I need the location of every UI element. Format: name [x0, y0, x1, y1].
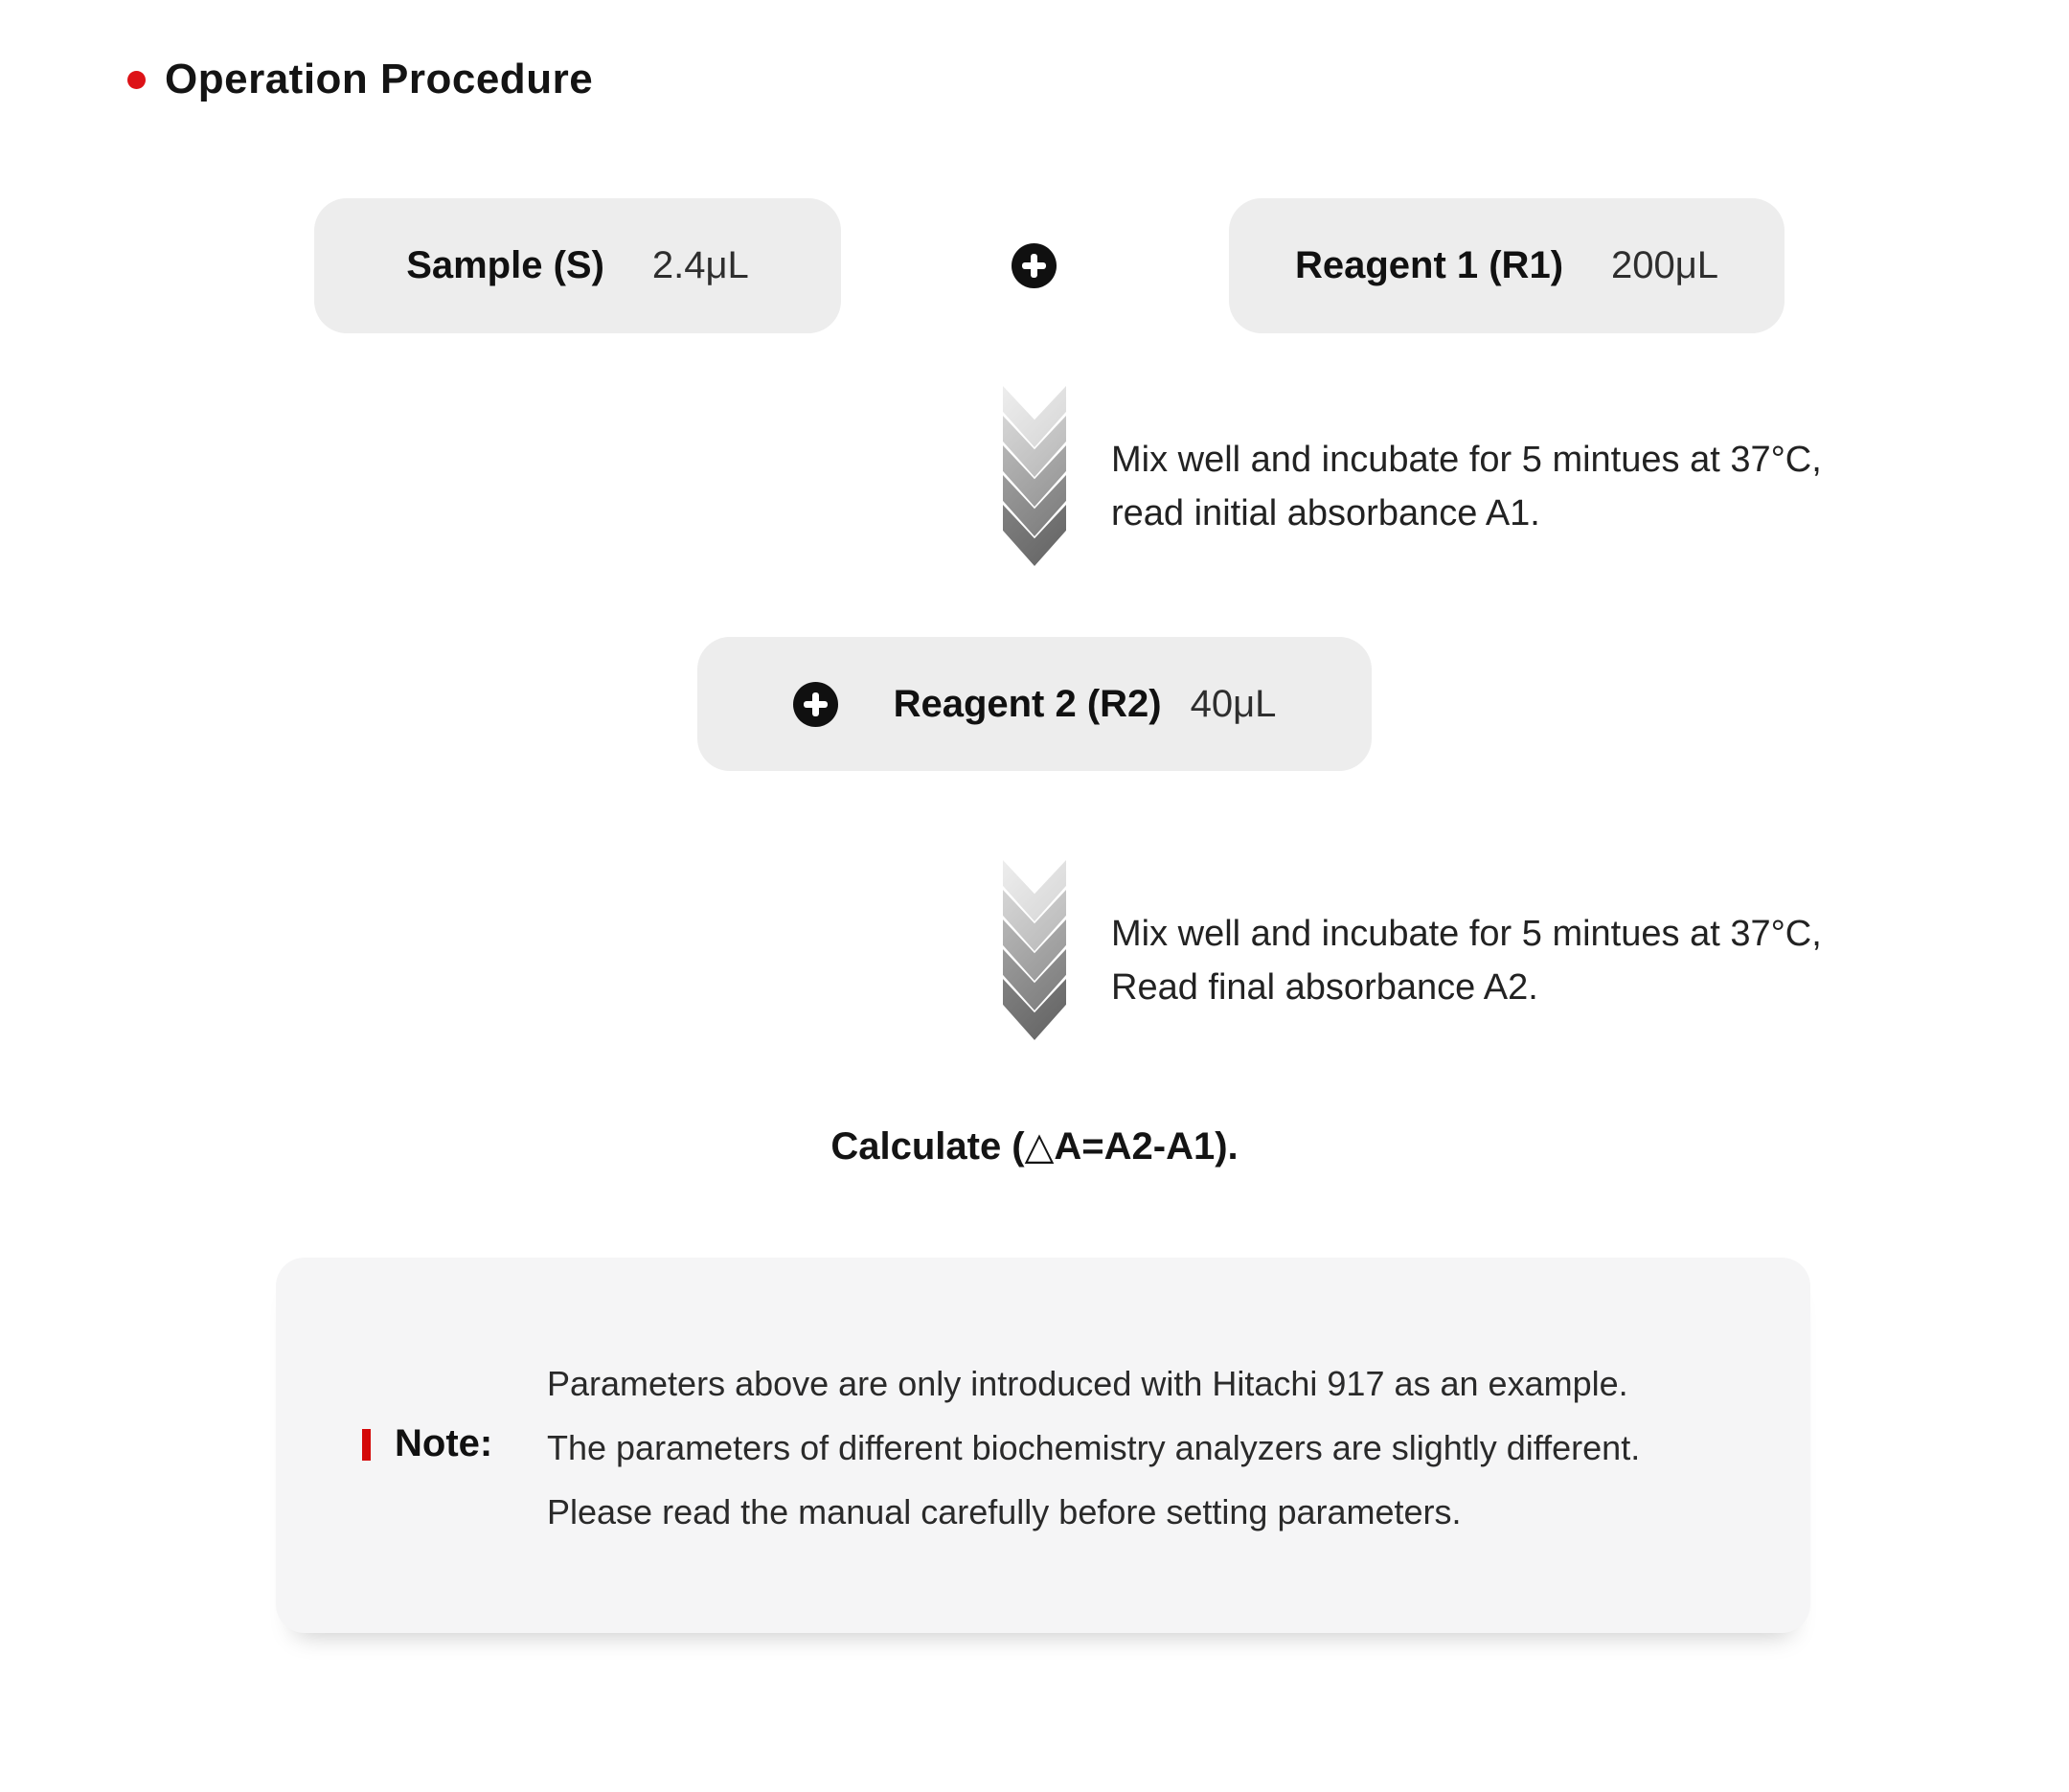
calculate-formula: Calculate (△A=A2-A1).: [830, 1125, 1239, 1168]
reagent1-box: [1229, 198, 1785, 333]
down-arrow-icon: [1003, 860, 1066, 1040]
section-header: [127, 56, 593, 103]
note-accent-bar: [362, 1429, 371, 1461]
step1-instruction-line2: read initial absorbance A1.: [1111, 493, 1540, 533]
page-title: Operation Procedure: [165, 56, 594, 102]
red-bullet-icon: [127, 71, 146, 89]
plus-icon: [1012, 243, 1057, 288]
note-card: [276, 1258, 1810, 1633]
reagent2-volume: 40μL: [1190, 682, 1277, 725]
step2-instruction: [1111, 907, 1897, 1014]
plus-icon: [793, 682, 838, 727]
note-line: Parameters above are only introduced with Hitachi 917 as an example.: [547, 1364, 1628, 1403]
note-label: Note:: [395, 1422, 493, 1464]
down-arrow-icon: [1003, 386, 1066, 566]
note-line: The parameters of different biochemistry analyzers are slightly different.: [547, 1428, 1641, 1467]
step1-instruction-line1: Mix well and incubate for 5 mintues at 37°C,: [1111, 440, 1822, 480]
note-text: [547, 1351, 1773, 1544]
sample-box: [314, 198, 841, 333]
plus-horizontal-bar: [1022, 262, 1046, 269]
reagent1-volume: 200μL: [1611, 244, 1719, 286]
sample-volume: 2.4μL: [651, 244, 749, 286]
step2-instruction-line2: Read final absorbance A2.: [1111, 967, 1538, 1008]
sample-label: Sample (S): [406, 244, 604, 286]
note-line: Please read the manual carefully before setting parameters.: [547, 1492, 1462, 1531]
step2-instruction-line1: Mix well and incubate for 5 mintues at 37°C,: [1111, 914, 1822, 954]
reagent2-label: Reagent 2 (R2): [893, 682, 1162, 725]
reagent2-box: [697, 637, 1372, 771]
plus-horizontal-bar: [804, 701, 828, 708]
reagent1-label: Reagent 1 (R1): [1294, 244, 1564, 286]
step1-instruction: [1111, 433, 1897, 540]
